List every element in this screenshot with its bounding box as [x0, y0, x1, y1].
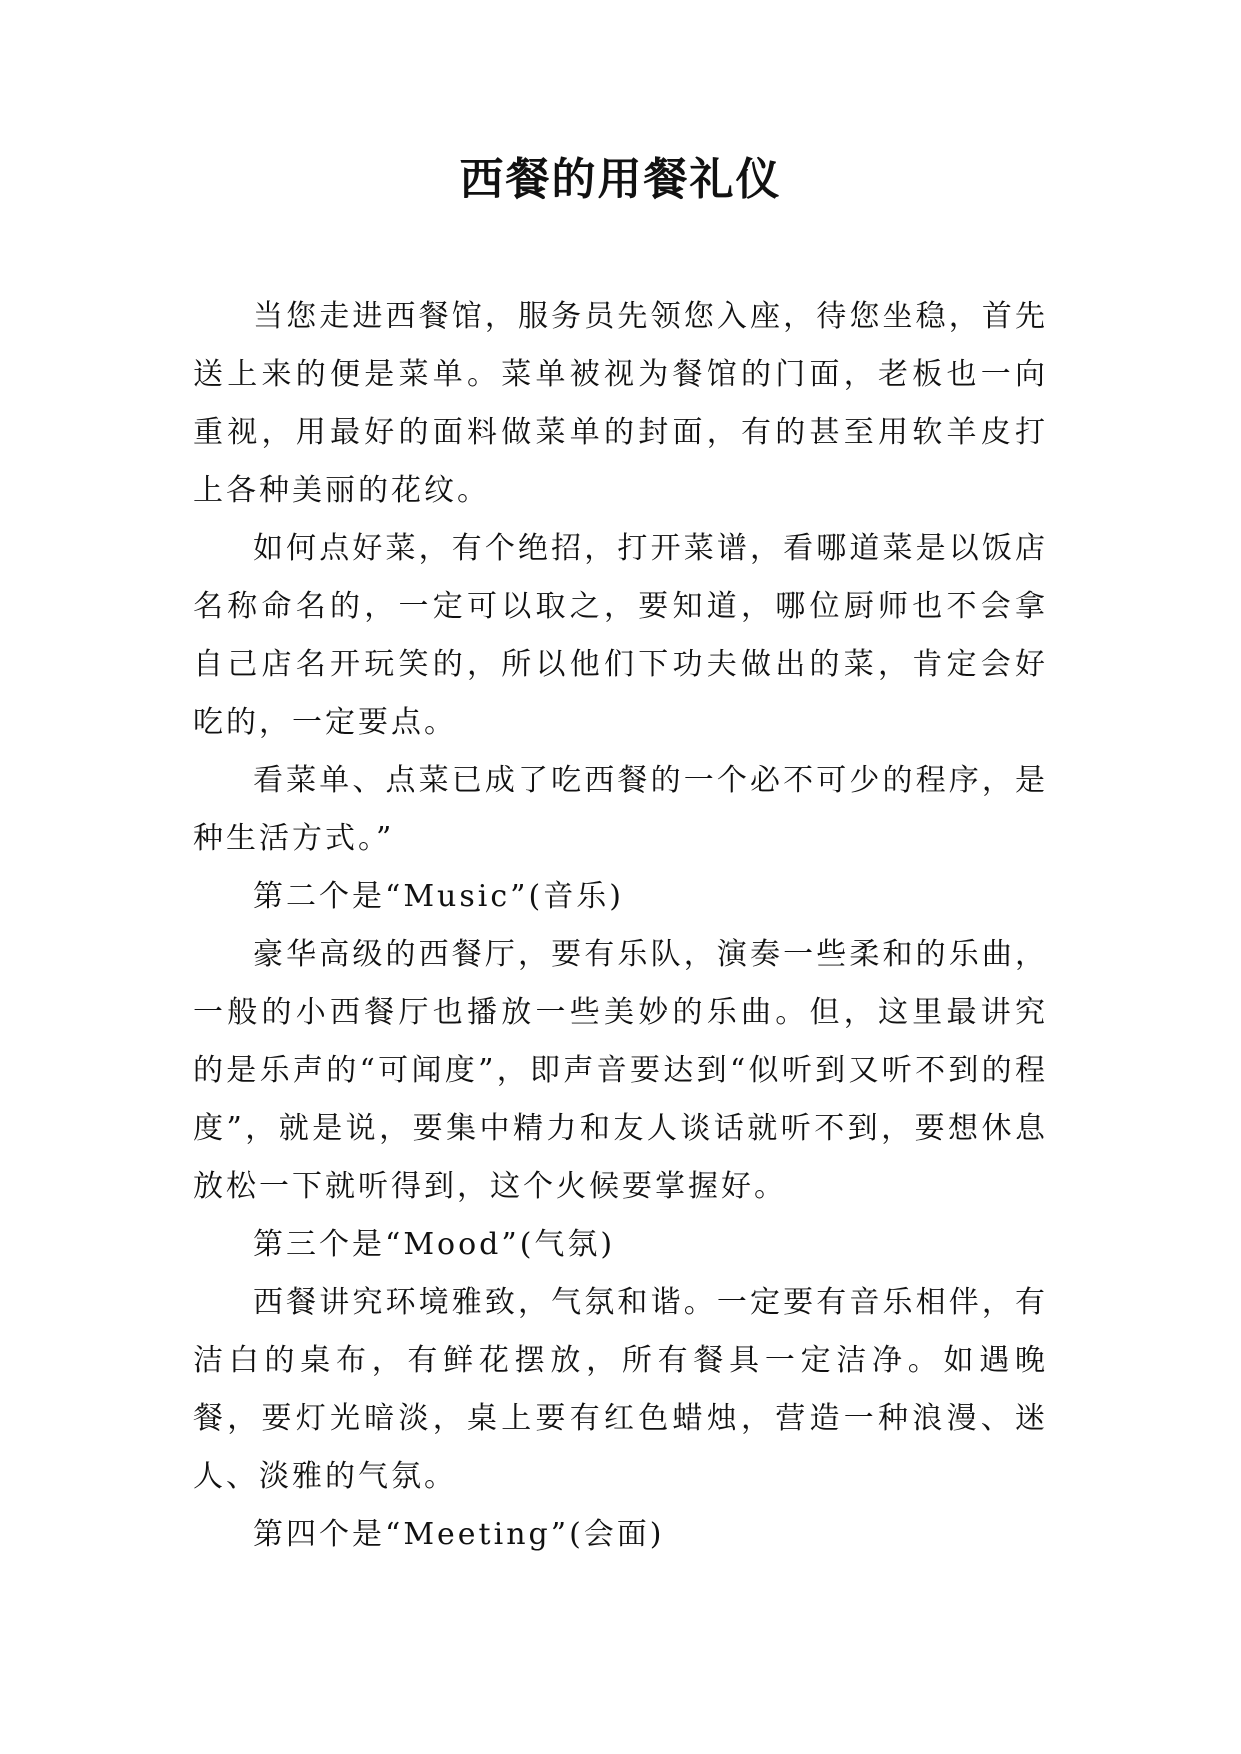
paragraph-menu-intro: 当您走进西餐馆，服务员先领您入座，待您坐稳，首先送上来的便是菜单。菜单被视为餐馆的门面，老板也一向重视，用最好的面料做菜单的封面，有的甚至用软羊皮打上各种美丽的花纹。 — [193, 299, 1048, 508]
paragraph-mood: 西餐讲究环境雅致，气氛和谐。一定要有音乐相伴，有洁白的桌布，有鲜花摆放，所有餐具一定洁净。如遇晚餐，要灯光暗淡，桌上要有红色蜡烛，营造一种浪漫、迷人、淡雅的气氛。 — [193, 1285, 1048, 1494]
document-title: 西餐的用餐礼仪 — [459, 154, 782, 205]
heading-meeting: 第四个是“Meeting”(会面) — [253, 1517, 665, 1552]
heading-mood: 第三个是“Mood”(气氛) — [253, 1227, 616, 1262]
paragraph-music: 豪华高级的西餐厅，要有乐队，演奏一些柔和的乐曲，一般的小西餐厅也播放一些美妙的乐曲。但，这里最讲究的是乐声的“可闻度”，即声音要达到“似听到又听不到的程度”，就是说，要集中精力和友人谈话就听不到，要想休息放松一下就听得到，这个火候要掌握好。 — [193, 937, 1048, 1204]
document-body — [193, 288, 1048, 1564]
heading-music: 第二个是“Music”(音乐) — [253, 879, 624, 914]
paragraph-menu-ritual: 看菜单、点菜已成了吃西餐的一个必不可少的程序，是种生活方式。” — [193, 763, 1048, 856]
paragraph-ordering-tip: 如何点好菜，有个绝招，打开菜谱，看哪道菜是以饭店名称命名的，一定可以取之，要知道，哪位厨师也不会拿自己店名开玩笑的，所以他们下功夫做出的菜，肯定会好吃的，一定要点。 — [193, 531, 1048, 740]
